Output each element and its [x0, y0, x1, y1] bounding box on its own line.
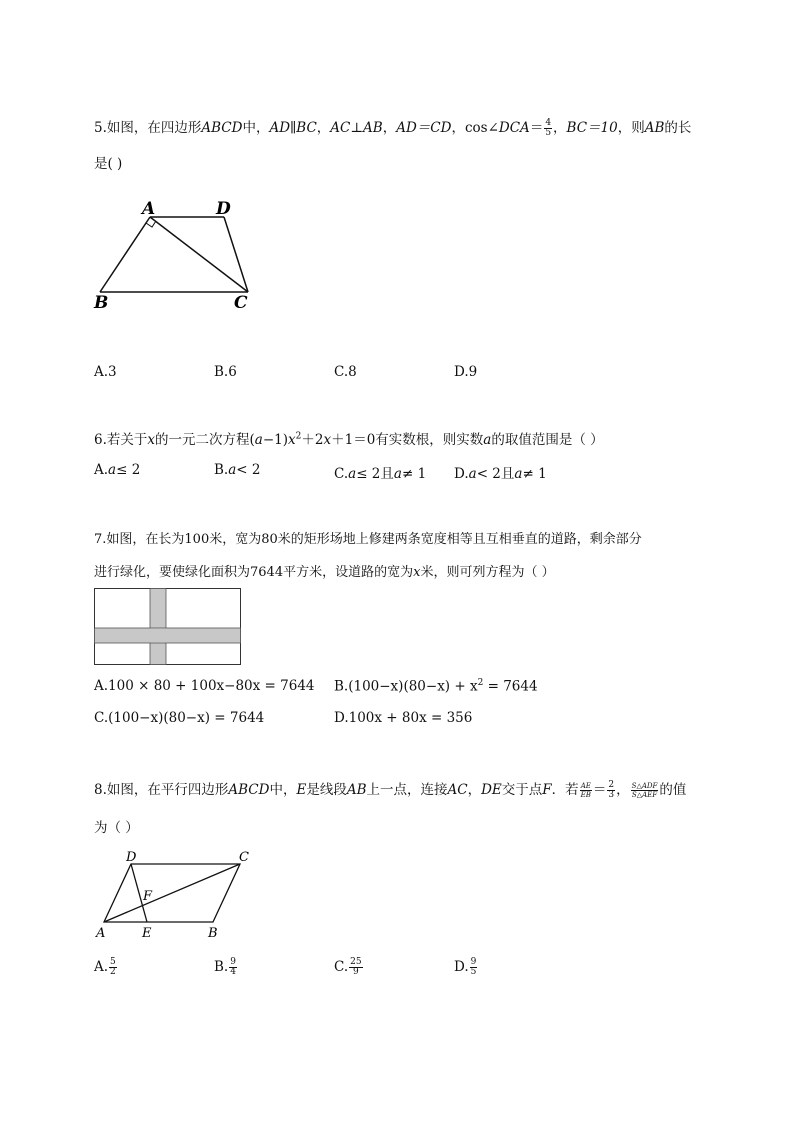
q8-text: ．若: [551, 782, 579, 798]
q7-text: 进行绿化，要使绿化面积为7644平方米，设道路的宽为: [94, 565, 414, 580]
q8-text: ＝: [592, 782, 607, 798]
q5-label-d: D: [216, 199, 231, 219]
q8-point-f: F: [542, 782, 552, 798]
q6-text: ＋2: [301, 432, 324, 448]
q5-quad-name: ABCD: [201, 120, 243, 136]
q8-quad-name: ABCD: [228, 782, 270, 798]
q8-option-d: [454, 958, 478, 977]
option-letter: A.: [94, 462, 109, 478]
option-fraction: $\frac{25}{9}$: [350, 957, 362, 977]
q7-option-d: D.100x + 80x = 356: [334, 710, 473, 726]
q7-stem-line1: 7.如图，在长为100米，宽为80米的矩形场地上修建两条宽度相等且互相垂直的道路，剩余部分: [94, 532, 642, 547]
q6-stem: [94, 428, 604, 448]
q8-text: 是线段: [306, 782, 347, 798]
q5-edge-dc: [224, 217, 248, 292]
q5-text: 5.如图，在四边形: [94, 120, 202, 136]
option-var: a: [393, 466, 402, 482]
q5-diagonal-ac: [150, 217, 248, 292]
q7-field-rect: [95, 589, 241, 665]
option-letter: A.: [94, 959, 109, 975]
q6-text: 6.若关于: [94, 432, 148, 448]
q5-text: ＝: [529, 120, 544, 136]
q5-label-a: A: [142, 199, 156, 219]
q8-label-d: D: [126, 850, 137, 865]
q7-option-a: A.100 × 80 + 100x−80x = 7644: [94, 678, 315, 694]
q8-option-b: [214, 958, 238, 977]
option-letter: B.: [214, 959, 229, 975]
option-text: B.(100−x)(80−x) + x: [334, 678, 478, 695]
q8-segment-ab: AB: [346, 782, 367, 798]
q8-text: ，: [616, 782, 630, 798]
q8-label-f: F: [143, 889, 153, 904]
q8-value-fraction: $\frac{2}{3}$: [608, 780, 615, 800]
q5-stem-line1: [94, 116, 691, 138]
q5-label-c: C: [234, 293, 248, 313]
option-text: ≤ 2: [116, 462, 141, 478]
q8-figure: [90, 848, 260, 942]
q7-var-x: x: [413, 565, 421, 580]
q8-option-a: [94, 958, 118, 977]
q8-stem-line1: [94, 778, 686, 800]
q5-condition-parallel: AD∥BC: [269, 120, 317, 136]
q8-stem-line2: 为（ ）: [94, 820, 139, 836]
q8-area-fraction: $\frac{\text{S△ADF}}{\text{S△AEF}}$: [631, 782, 658, 799]
q6-exponent: 2: [295, 431, 302, 442]
q7-text: 米，则可列方程为（ ）: [420, 565, 555, 580]
option-text: ≠ 1: [401, 466, 427, 482]
q8-option-c: [334, 958, 364, 977]
q6-option-c: [334, 462, 426, 482]
q5-option-c: C.8: [334, 364, 357, 380]
q7-road-intersection: [150, 628, 165, 642]
option-text: ≠ 1: [522, 466, 547, 482]
q7-option-b: [334, 678, 538, 695]
q5-text: ，则: [617, 120, 645, 136]
q8-label-a: A: [96, 926, 106, 941]
q6-option-b: [214, 462, 260, 478]
q5-label-b: B: [94, 293, 109, 313]
option-var: a: [228, 462, 237, 478]
q8-segment-de: DE: [481, 782, 502, 798]
q5-text: ，cos∠: [451, 120, 499, 136]
q8-text: ，: [467, 782, 482, 798]
q5-text: ，: [553, 120, 567, 136]
q7-stem-line2: [94, 561, 555, 580]
option-fraction: $\frac{9}{5}$: [470, 957, 477, 977]
option-text: < 2且: [476, 466, 515, 482]
q6-var-a: a: [254, 432, 263, 448]
q8-text: 交于点: [501, 782, 543, 798]
option-letter: D.: [454, 466, 469, 482]
q6-text: ＋1＝0有实数根，则实数: [331, 432, 484, 448]
option-var: a: [348, 466, 357, 482]
q5-option-d: D.9: [454, 364, 478, 380]
option-fraction: $\frac{9}{4}$: [230, 957, 236, 977]
q6-var-x: x: [323, 432, 332, 448]
q8-text: 的值: [659, 782, 687, 798]
q7-road-horizontal: [95, 628, 241, 643]
q6-var-a: a: [483, 432, 492, 448]
q6-text: −1): [262, 432, 289, 448]
option-text: < 2: [236, 462, 261, 478]
q5-fraction: $\frac{4}{5}$: [545, 118, 552, 138]
q5-edge-ab: [100, 217, 150, 292]
q6-var-x: x: [147, 432, 156, 448]
option-exponent: 2: [477, 678, 484, 688]
q5-condition-equal: AD＝CD: [396, 120, 452, 136]
q5-bc-value: BC＝10: [566, 120, 618, 136]
option-letter: C.: [334, 466, 349, 482]
q8-label-b: B: [208, 926, 218, 941]
q8-text: 8.如图，在平行四边形: [94, 782, 229, 798]
q5-text: ，: [382, 120, 397, 136]
option-fraction: $\frac{5}{2}$: [110, 957, 116, 977]
q8-point-e: E: [296, 782, 307, 798]
q6-option-d: [454, 462, 547, 482]
q5-text: 中，: [242, 120, 270, 136]
q5-option-b: B.6: [214, 364, 237, 380]
q6-option-a: [94, 462, 140, 478]
q5-ab: AB: [644, 120, 665, 136]
q8-diagonal-ac: [104, 864, 240, 922]
option-letter: C.: [334, 959, 349, 975]
option-text: = 7644: [483, 678, 538, 695]
q8-ratio-fraction: $\frac{AE}{EB}$: [580, 782, 591, 799]
q5-figure: [90, 195, 260, 315]
q7-option-c: C.(100−x)(80−x) = 7644: [94, 710, 265, 726]
option-var: a: [468, 466, 477, 482]
q5-condition-perpendicular: AC⊥AB: [330, 120, 383, 136]
option-var: a: [514, 466, 523, 482]
q8-label-e: E: [142, 926, 152, 941]
q5-option-a: A.3: [94, 364, 117, 380]
q8-segment-ac: AC: [447, 782, 468, 798]
q6-var-x: x: [288, 432, 296, 448]
q8-text: 上一点，连接: [366, 782, 448, 798]
option-text: ≤ 2且: [356, 466, 394, 482]
q8-text: 中，: [269, 782, 297, 798]
q5-angle: DCA: [498, 120, 530, 136]
q5-text: 的长: [664, 120, 692, 136]
q6-text: 的一元二次方程(: [155, 432, 255, 448]
q5-text: ，: [316, 120, 331, 136]
option-letter: D.: [454, 959, 469, 975]
q6-text: 的取值范围是（ ）: [491, 432, 604, 448]
option-letter: B.: [214, 462, 229, 478]
q5-stem-line2: 是( ): [94, 156, 123, 172]
option-var: a: [108, 462, 117, 478]
q7-road-vertical: [150, 589, 166, 665]
q8-label-c: C: [239, 850, 249, 865]
q7-figure: [94, 588, 241, 665]
